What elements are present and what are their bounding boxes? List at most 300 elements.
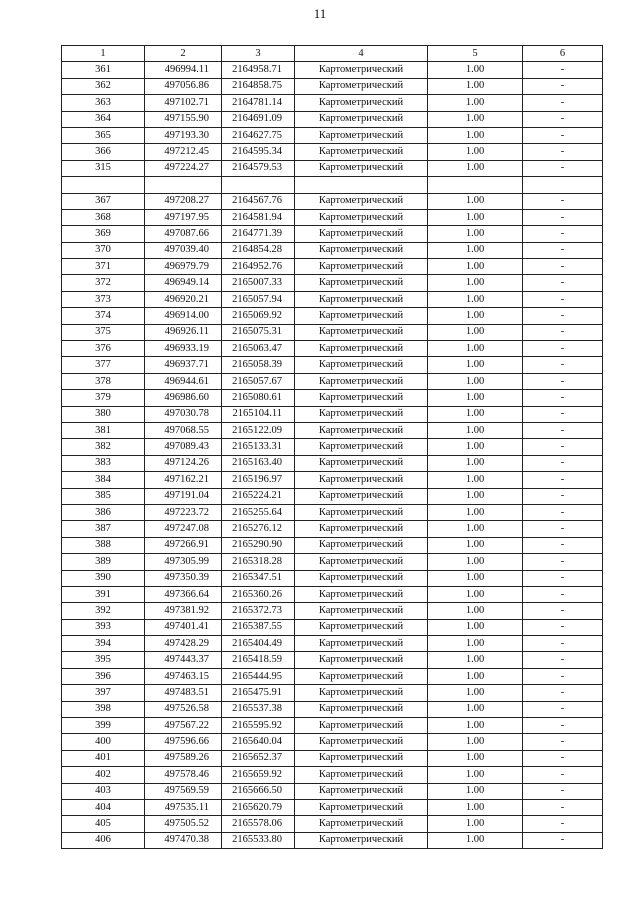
table-row: [62, 275, 603, 291]
table-row: [62, 373, 603, 389]
y-coordinate-cell: 2165475.91: [222, 685, 295, 701]
x-coordinate-cell: 497589.26: [145, 750, 222, 766]
accuracy-cell: 1.00: [428, 373, 523, 389]
table-row: [62, 390, 603, 406]
accuracy-cell: 1.00: [428, 308, 523, 324]
description-cell: -: [523, 652, 603, 668]
table-row: [62, 521, 603, 537]
point-number-cell: 377: [62, 357, 145, 373]
y-coordinate-cell: 2165666.50: [222, 783, 295, 799]
description-cell: -: [523, 455, 603, 471]
accuracy-cell: 1.00: [428, 78, 523, 94]
x-coordinate-cell: 497305.99: [145, 554, 222, 570]
point-number-cell: 390: [62, 570, 145, 586]
x-coordinate-cell: 497155.90: [145, 111, 222, 127]
accuracy-cell: 1.00: [428, 832, 523, 848]
accuracy-cell: 1.00: [428, 603, 523, 619]
y-coordinate-cell: 2165404.49: [222, 636, 295, 652]
description-cell: -: [523, 734, 603, 750]
table-row: [62, 603, 603, 619]
y-coordinate-cell: 2165063.47: [222, 341, 295, 357]
point-number-cell: 366: [62, 144, 145, 160]
column-header: 5: [428, 46, 523, 62]
x-coordinate-cell: 496994.11: [145, 62, 222, 78]
accuracy-cell: 1.00: [428, 226, 523, 242]
table-row: [62, 767, 603, 783]
x-coordinate-cell: 497526.58: [145, 701, 222, 717]
method-cell: Картометрический: [295, 521, 428, 537]
y-coordinate-cell: 2165255.64: [222, 504, 295, 520]
x-coordinate-cell: 497212.45: [145, 144, 222, 160]
point-number-cell: 367: [62, 193, 145, 209]
page-number: 11: [313, 6, 327, 21]
x-coordinate-cell: 497068.55: [145, 422, 222, 438]
method-cell: Картометрический: [295, 439, 428, 455]
x-coordinate-cell: 496949.14: [145, 275, 222, 291]
x-coordinate-cell: 497483.51: [145, 685, 222, 701]
x-coordinate-cell: 497089.43: [145, 439, 222, 455]
table-row: [62, 95, 603, 111]
y-coordinate-cell: 2165007.33: [222, 275, 295, 291]
y-coordinate-cell: 2165444.95: [222, 668, 295, 684]
point-number-cell: 361: [62, 62, 145, 78]
point-number-cell: 372: [62, 275, 145, 291]
accuracy-cell: 1.00: [428, 259, 523, 275]
point-number-cell: 401: [62, 750, 145, 766]
table-row: [62, 668, 603, 684]
method-cell: Картометрический: [295, 750, 428, 766]
table-row: [62, 734, 603, 750]
point-number-cell: 396: [62, 668, 145, 684]
table-header-row: [62, 46, 603, 62]
description-cell: -: [523, 636, 603, 652]
table-row: [62, 619, 603, 635]
point-number-cell: 365: [62, 127, 145, 143]
accuracy-cell: 1.00: [428, 619, 523, 635]
description-cell: -: [523, 62, 603, 78]
description-cell: -: [523, 439, 603, 455]
accuracy-cell: 1.00: [428, 95, 523, 111]
y-coordinate-cell: 2165347.51: [222, 570, 295, 586]
y-coordinate-cell: 2165360.26: [222, 586, 295, 602]
method-cell: Картометрический: [295, 636, 428, 652]
accuracy-cell: 1.00: [428, 341, 523, 357]
x-coordinate-cell: 497197.95: [145, 209, 222, 225]
point-number-cell: 398: [62, 701, 145, 717]
table-row: [62, 160, 603, 176]
point-number-cell: 381: [62, 422, 145, 438]
accuracy-cell: 1.00: [428, 537, 523, 553]
accuracy-cell: 1.00: [428, 422, 523, 438]
x-coordinate-cell: 497208.27: [145, 193, 222, 209]
method-cell: Картометрический: [295, 341, 428, 357]
description-cell: -: [523, 242, 603, 258]
column-header: 2: [145, 46, 222, 62]
point-number-cell: 371: [62, 259, 145, 275]
point-number-cell: 379: [62, 390, 145, 406]
point-number-cell: 362: [62, 78, 145, 94]
y-coordinate-cell: 2165104.11: [222, 406, 295, 422]
table-row: [62, 291, 603, 307]
accuracy-cell: [428, 177, 523, 193]
x-coordinate-cell: 497247.08: [145, 521, 222, 537]
table-row: [62, 488, 603, 504]
accuracy-cell: 1.00: [428, 767, 523, 783]
x-coordinate-cell: 497505.52: [145, 816, 222, 832]
accuracy-cell: 1.00: [428, 586, 523, 602]
accuracy-cell: 1.00: [428, 521, 523, 537]
table-row: [62, 308, 603, 324]
accuracy-cell: 1.00: [428, 127, 523, 143]
accuracy-cell: 1.00: [428, 455, 523, 471]
x-coordinate-cell: 496979.79: [145, 259, 222, 275]
description-cell: -: [523, 373, 603, 389]
x-coordinate-cell: 496944.61: [145, 373, 222, 389]
method-cell: Картометрический: [295, 554, 428, 570]
accuracy-cell: 1.00: [428, 668, 523, 684]
accuracy-cell: 1.00: [428, 242, 523, 258]
point-number-cell: 392: [62, 603, 145, 619]
accuracy-cell: 1.00: [428, 652, 523, 668]
point-number-cell: 370: [62, 242, 145, 258]
method-cell: Картометрический: [295, 62, 428, 78]
method-cell: Картометрический: [295, 144, 428, 160]
method-cell: Картометрический: [295, 586, 428, 602]
method-cell: Картометрический: [295, 111, 428, 127]
table-row: [62, 586, 603, 602]
table-row: [62, 111, 603, 127]
accuracy-cell: 1.00: [428, 406, 523, 422]
accuracy-cell: 1.00: [428, 324, 523, 340]
method-cell: Картометрический: [295, 95, 428, 111]
x-coordinate-cell: 497401.41: [145, 619, 222, 635]
accuracy-cell: 1.00: [428, 701, 523, 717]
description-cell: -: [523, 701, 603, 717]
x-coordinate-cell: 497578.46: [145, 767, 222, 783]
point-number-cell: 382: [62, 439, 145, 455]
method-cell: Картометрический: [295, 652, 428, 668]
y-coordinate-cell: 2165196.97: [222, 472, 295, 488]
table-row: [62, 341, 603, 357]
x-coordinate-cell: 497428.29: [145, 636, 222, 652]
point-number-cell: 369: [62, 226, 145, 242]
y-coordinate-cell: 2165387.55: [222, 619, 295, 635]
table-row: [62, 799, 603, 815]
description-cell: -: [523, 422, 603, 438]
table-row: [62, 62, 603, 78]
x-coordinate-cell: 497039.40: [145, 242, 222, 258]
x-coordinate-cell: 497124.26: [145, 455, 222, 471]
accuracy-cell: 1.00: [428, 144, 523, 160]
point-number-cell: 384: [62, 472, 145, 488]
y-coordinate-cell: 2165659.92: [222, 767, 295, 783]
point-number-cell: 376: [62, 341, 145, 357]
y-coordinate-cell: 2165290.90: [222, 537, 295, 553]
y-coordinate-cell: 2165075.31: [222, 324, 295, 340]
method-cell: Картометрический: [295, 767, 428, 783]
description-cell: -: [523, 390, 603, 406]
x-coordinate-cell: 496937.71: [145, 357, 222, 373]
description-cell: -: [523, 275, 603, 291]
accuracy-cell: 1.00: [428, 291, 523, 307]
method-cell: Картометрический: [295, 127, 428, 143]
table-row: [62, 209, 603, 225]
x-coordinate-cell: 497567.22: [145, 718, 222, 734]
point-number-cell: 406: [62, 832, 145, 848]
accuracy-cell: 1.00: [428, 357, 523, 373]
y-coordinate-cell: 2165595.92: [222, 718, 295, 734]
table-row: [62, 422, 603, 438]
x-coordinate-cell: 497223.72: [145, 504, 222, 520]
accuracy-cell: 1.00: [428, 160, 523, 176]
description-cell: -: [523, 144, 603, 160]
x-coordinate-cell: 496986.60: [145, 390, 222, 406]
point-number-cell: 385: [62, 488, 145, 504]
table-row: [62, 718, 603, 734]
column-header: 3: [222, 46, 295, 62]
table-row: [62, 357, 603, 373]
coordinates-table-container: [61, 45, 603, 849]
y-coordinate-cell: 2165578.06: [222, 816, 295, 832]
accuracy-cell: 1.00: [428, 488, 523, 504]
description-cell: -: [523, 160, 603, 176]
x-coordinate-cell: 497470.38: [145, 832, 222, 848]
point-number-cell: 375: [62, 324, 145, 340]
table-row: [62, 144, 603, 160]
point-number-cell: 395: [62, 652, 145, 668]
y-coordinate-cell: 2164958.71: [222, 62, 295, 78]
method-cell: Картометрический: [295, 373, 428, 389]
description-cell: -: [523, 259, 603, 275]
accuracy-cell: 1.00: [428, 636, 523, 652]
table-row: [62, 750, 603, 766]
description-cell: -: [523, 406, 603, 422]
table-row: [62, 177, 603, 193]
method-cell: Картометрический: [295, 422, 428, 438]
point-number-cell: 402: [62, 767, 145, 783]
description-cell: -: [523, 291, 603, 307]
accuracy-cell: 1.00: [428, 554, 523, 570]
y-coordinate-cell: 2164781.14: [222, 95, 295, 111]
y-coordinate-cell: 2165224.21: [222, 488, 295, 504]
method-cell: Картометрический: [295, 718, 428, 734]
method-cell: Картометрический: [295, 357, 428, 373]
table-row: [62, 439, 603, 455]
y-coordinate-cell: 2165418.59: [222, 652, 295, 668]
point-number-cell: 393: [62, 619, 145, 635]
column-header: 4: [295, 46, 428, 62]
accuracy-cell: 1.00: [428, 570, 523, 586]
table-body: [62, 62, 603, 849]
y-coordinate-cell: 2164858.75: [222, 78, 295, 94]
description-cell: -: [523, 603, 603, 619]
table-row: [62, 783, 603, 799]
y-coordinate-cell: 2165057.94: [222, 291, 295, 307]
method-cell: Картометрический: [295, 504, 428, 520]
description-cell: -: [523, 488, 603, 504]
method-cell: Картометрический: [295, 799, 428, 815]
description-cell: -: [523, 799, 603, 815]
coordinates-table: [61, 45, 603, 849]
accuracy-cell: 1.00: [428, 734, 523, 750]
y-coordinate-cell: 2165133.31: [222, 439, 295, 455]
table-row: [62, 504, 603, 520]
y-coordinate-cell: 2164854.28: [222, 242, 295, 258]
y-coordinate-cell: 2165080.61: [222, 390, 295, 406]
point-number-cell: [62, 177, 145, 193]
table-row: [62, 193, 603, 209]
table-row: [62, 652, 603, 668]
y-coordinate-cell: 2164627.75: [222, 127, 295, 143]
point-number-cell: 391: [62, 586, 145, 602]
x-coordinate-cell: [145, 177, 222, 193]
x-coordinate-cell: 497266.91: [145, 537, 222, 553]
y-coordinate-cell: 2165069.92: [222, 308, 295, 324]
method-cell: Картометрический: [295, 570, 428, 586]
description-cell: -: [523, 209, 603, 225]
table-row: [62, 701, 603, 717]
point-number-cell: 386: [62, 504, 145, 520]
y-coordinate-cell: 2165057.67: [222, 373, 295, 389]
point-number-cell: 394: [62, 636, 145, 652]
accuracy-cell: 1.00: [428, 718, 523, 734]
x-coordinate-cell: 496926.11: [145, 324, 222, 340]
method-cell: Картометрический: [295, 324, 428, 340]
point-number-cell: 383: [62, 455, 145, 471]
point-number-cell: 363: [62, 95, 145, 111]
accuracy-cell: 1.00: [428, 799, 523, 815]
y-coordinate-cell: 2164595.34: [222, 144, 295, 160]
method-cell: Картометрический: [295, 668, 428, 684]
x-coordinate-cell: 497162.21: [145, 472, 222, 488]
x-coordinate-cell: 496933.19: [145, 341, 222, 357]
point-number-cell: 400: [62, 734, 145, 750]
description-cell: -: [523, 816, 603, 832]
x-coordinate-cell: 497443.37: [145, 652, 222, 668]
description-cell: -: [523, 718, 603, 734]
description-cell: -: [523, 341, 603, 357]
x-coordinate-cell: 497596.66: [145, 734, 222, 750]
point-number-cell: 404: [62, 799, 145, 815]
method-cell: Картометрический: [295, 390, 428, 406]
method-cell: Картометрический: [295, 619, 428, 635]
table-row: [62, 127, 603, 143]
accuracy-cell: 1.00: [428, 816, 523, 832]
x-coordinate-cell: 497381.92: [145, 603, 222, 619]
table-row: [62, 78, 603, 94]
description-cell: -: [523, 783, 603, 799]
table-row: [62, 537, 603, 553]
description-cell: -: [523, 586, 603, 602]
accuracy-cell: 1.00: [428, 209, 523, 225]
description-cell: [523, 177, 603, 193]
method-cell: Картометрический: [295, 226, 428, 242]
description-cell: -: [523, 750, 603, 766]
table-row: [62, 832, 603, 848]
y-coordinate-cell: 2165533.80: [222, 832, 295, 848]
point-number-cell: 380: [62, 406, 145, 422]
accuracy-cell: 1.00: [428, 783, 523, 799]
description-cell: -: [523, 504, 603, 520]
column-header: 6: [523, 46, 603, 62]
method-cell: Картометрический: [295, 160, 428, 176]
x-coordinate-cell: 497193.30: [145, 127, 222, 143]
method-cell: Картометрический: [295, 78, 428, 94]
method-cell: Картометрический: [295, 259, 428, 275]
description-cell: -: [523, 767, 603, 783]
y-coordinate-cell: 2164581.94: [222, 209, 295, 225]
description-cell: -: [523, 308, 603, 324]
accuracy-cell: 1.00: [428, 750, 523, 766]
point-number-cell: 388: [62, 537, 145, 553]
method-cell: Картометрический: [295, 816, 428, 832]
y-coordinate-cell: [222, 177, 295, 193]
point-number-cell: 378: [62, 373, 145, 389]
method-cell: Картометрический: [295, 455, 428, 471]
point-number-cell: 315: [62, 160, 145, 176]
table-row: [62, 242, 603, 258]
table-row: [62, 554, 603, 570]
y-coordinate-cell: 2164771.39: [222, 226, 295, 242]
description-cell: -: [523, 127, 603, 143]
accuracy-cell: 1.00: [428, 62, 523, 78]
description-cell: -: [523, 357, 603, 373]
x-coordinate-cell: 497569.59: [145, 783, 222, 799]
table-row: [62, 685, 603, 701]
y-coordinate-cell: 2165652.37: [222, 750, 295, 766]
y-coordinate-cell: 2165537.38: [222, 701, 295, 717]
y-coordinate-cell: 2165058.39: [222, 357, 295, 373]
method-cell: Картометрический: [295, 308, 428, 324]
x-coordinate-cell: 497350.39: [145, 570, 222, 586]
y-coordinate-cell: 2165163.40: [222, 455, 295, 471]
y-coordinate-cell: 2164579.53: [222, 160, 295, 176]
accuracy-cell: 1.00: [428, 472, 523, 488]
description-cell: -: [523, 832, 603, 848]
accuracy-cell: 1.00: [428, 439, 523, 455]
description-cell: -: [523, 324, 603, 340]
method-cell: Картометрический: [295, 701, 428, 717]
method-cell: Картометрический: [295, 193, 428, 209]
y-coordinate-cell: 2164952.76: [222, 259, 295, 275]
x-coordinate-cell: 497087.66: [145, 226, 222, 242]
table-row: [62, 324, 603, 340]
accuracy-cell: 1.00: [428, 111, 523, 127]
table-row: [62, 406, 603, 422]
description-cell: -: [523, 472, 603, 488]
description-cell: -: [523, 226, 603, 242]
description-cell: -: [523, 570, 603, 586]
method-cell: Картометрический: [295, 783, 428, 799]
point-number-cell: 405: [62, 816, 145, 832]
point-number-cell: 397: [62, 685, 145, 701]
y-coordinate-cell: 2165620.79: [222, 799, 295, 815]
point-number-cell: 368: [62, 209, 145, 225]
x-coordinate-cell: 497224.27: [145, 160, 222, 176]
point-number-cell: 373: [62, 291, 145, 307]
point-number-cell: 403: [62, 783, 145, 799]
y-coordinate-cell: 2165640.04: [222, 734, 295, 750]
table-row: [62, 455, 603, 471]
description-cell: -: [523, 521, 603, 537]
x-coordinate-cell: 497366.64: [145, 586, 222, 602]
description-cell: -: [523, 554, 603, 570]
accuracy-cell: 1.00: [428, 193, 523, 209]
method-cell: Картометрический: [295, 685, 428, 701]
description-cell: -: [523, 95, 603, 111]
method-cell: Картометрический: [295, 291, 428, 307]
method-cell: Картометрический: [295, 209, 428, 225]
